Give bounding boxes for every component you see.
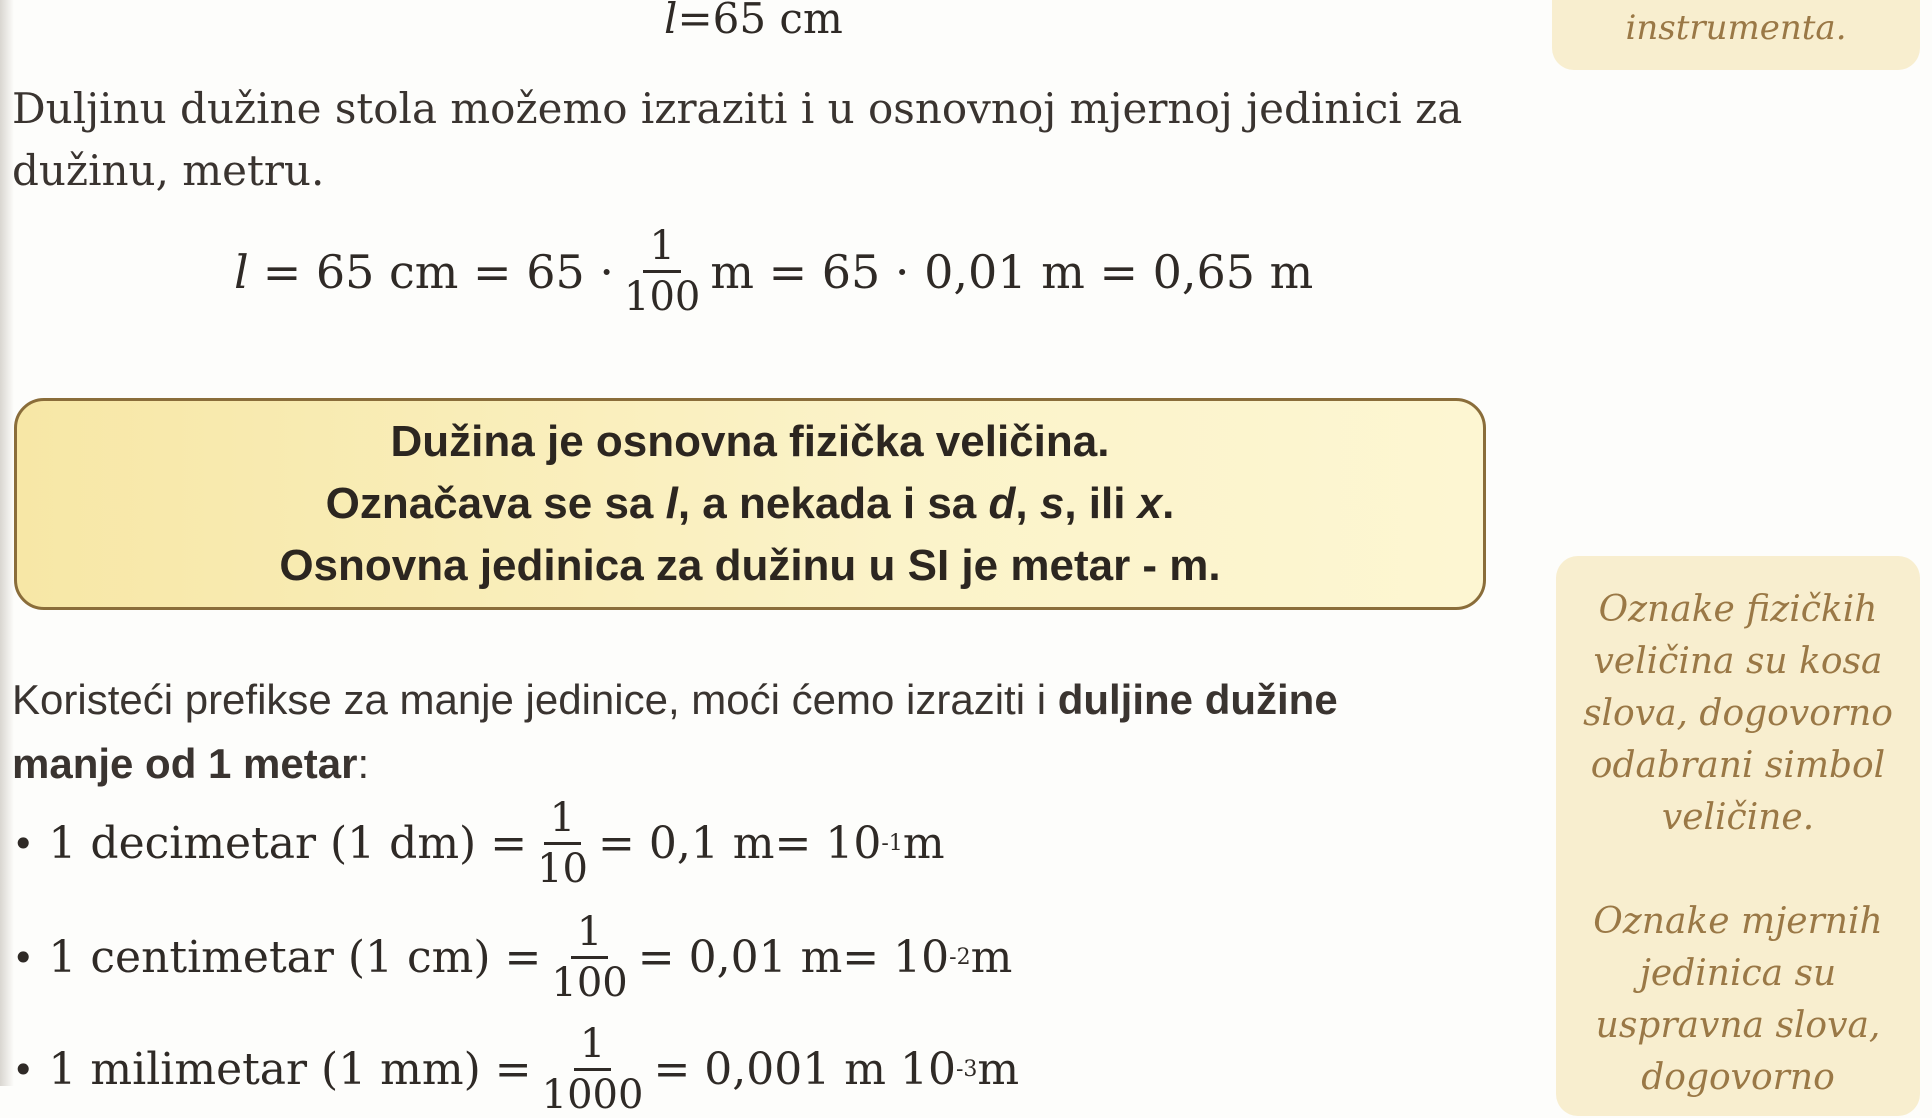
sidebar-note-line: odabrani simbol	[1590, 745, 1886, 786]
symbol-x: x	[1137, 479, 1163, 528]
fraction-denominator: 1000	[541, 1072, 644, 1118]
symbol-s: s	[1039, 479, 1065, 528]
unit-symbol: m	[977, 1044, 1020, 1095]
definition-line-3: Osnovna jedinica za dužinu u SI je metar - m.	[279, 541, 1221, 590]
fraction-1-100	[624, 223, 701, 320]
def-text-e: , ili	[1064, 479, 1138, 528]
unit-symbol: m	[970, 932, 1013, 983]
def-text-c: ,	[1015, 479, 1040, 528]
unit-label: 1 centimetar (1 cm) =	[48, 932, 542, 983]
unit-label: 1 milimetar (1 mm) =	[48, 1044, 532, 1095]
unit-exponent: -2	[949, 945, 971, 970]
sidebar-note-line: Oznake mjernih	[1593, 901, 1883, 942]
fraction-numerator: 1	[574, 1024, 611, 1071]
fraction-numerator: 1	[643, 226, 680, 273]
top-equation	[664, 0, 843, 43]
fraction-numerator: 1	[544, 798, 581, 845]
length-variable: l	[664, 0, 678, 43]
fraction-denominator: 100	[624, 274, 701, 320]
unit-label: 1 decimetar (1 dm) =	[48, 818, 528, 869]
prefix-paragraph	[12, 668, 1338, 796]
definition-line-1: Dužina je osnovna fizička veličina.	[390, 417, 1110, 466]
intro-line-2: dužinu, metru.	[12, 146, 325, 195]
equation-part-1: = 65 cm = 65 ·	[262, 244, 614, 299]
def-text-f: .	[1162, 479, 1175, 528]
bullet: •	[12, 935, 35, 980]
top-equation-value: =65 cm	[677, 0, 843, 43]
def-text-a: Označava se sa	[325, 479, 666, 528]
fraction-denominator: 10	[537, 846, 588, 892]
unit-fraction	[537, 795, 588, 892]
prefix-line-2	[12, 732, 1338, 796]
intro-line-1: Duljinu dužine stola možemo izraziti i u osnovnoj mjernoj jedinici za	[12, 84, 1463, 133]
unit-row-milimetar	[12, 1021, 1020, 1118]
intro-paragraph	[12, 78, 1492, 202]
sidebar-note-instrument-text: instrumenta.	[1625, 8, 1847, 48]
prefix-colon: :	[357, 740, 370, 787]
symbol-d: d	[988, 479, 1016, 528]
unit-value: = 0,1 m= 10	[597, 818, 882, 869]
equation-variable: l	[234, 244, 249, 299]
unit-symbol: m	[902, 818, 945, 869]
sidebar-note-line: uspravna slova,	[1595, 1005, 1881, 1046]
bullet: •	[12, 821, 35, 866]
def-text-b: , a nekada i sa	[677, 479, 989, 528]
equation-part-2: m = 65 · 0,01 m = 0,65 m	[710, 244, 1314, 299]
prefix-bold-2: manje od 1 metar	[12, 740, 358, 787]
sidebar-note-line: veličine.	[1661, 797, 1815, 838]
symbol-l: l	[665, 479, 678, 528]
sidebar-note-instrument	[1552, 0, 1920, 70]
sidebar-note-line: slova, dogovorno	[1583, 693, 1893, 734]
definition-line-2	[326, 473, 1175, 535]
unit-row-centimetar	[12, 909, 1013, 1006]
unit-value: = 0,01 m= 10	[637, 932, 950, 983]
definition-box	[14, 398, 1486, 610]
conversion-equation	[234, 223, 1314, 320]
unit-exponent: -3	[955, 1057, 978, 1082]
unit-exponent: -1	[881, 831, 903, 856]
prefix-text: Koristeći prefikse za manje jedinice, moći ćemo izraziti i	[12, 676, 1058, 723]
sidebar-note-line: dogovorno	[1641, 1057, 1835, 1098]
sidebar-note-line: jedinica su	[1639, 953, 1837, 994]
sidebar-note-line: Oznake fizičkih	[1598, 589, 1878, 630]
bullet: •	[12, 1047, 35, 1092]
prefix-bold-1: duljine dužine	[1057, 676, 1338, 723]
unit-fraction	[541, 1021, 644, 1118]
unit-row-decimetar	[12, 795, 945, 892]
fraction-numerator: 1	[571, 912, 608, 959]
fraction-denominator: 100	[551, 960, 628, 1006]
sidebar-note-symbols	[1556, 556, 1920, 1116]
sidebar-note-line: veličina su kosa	[1593, 641, 1883, 682]
prefix-line-1	[12, 668, 1338, 732]
unit-fraction	[551, 909, 628, 1006]
unit-value: = 0,001 m 10	[653, 1044, 956, 1095]
